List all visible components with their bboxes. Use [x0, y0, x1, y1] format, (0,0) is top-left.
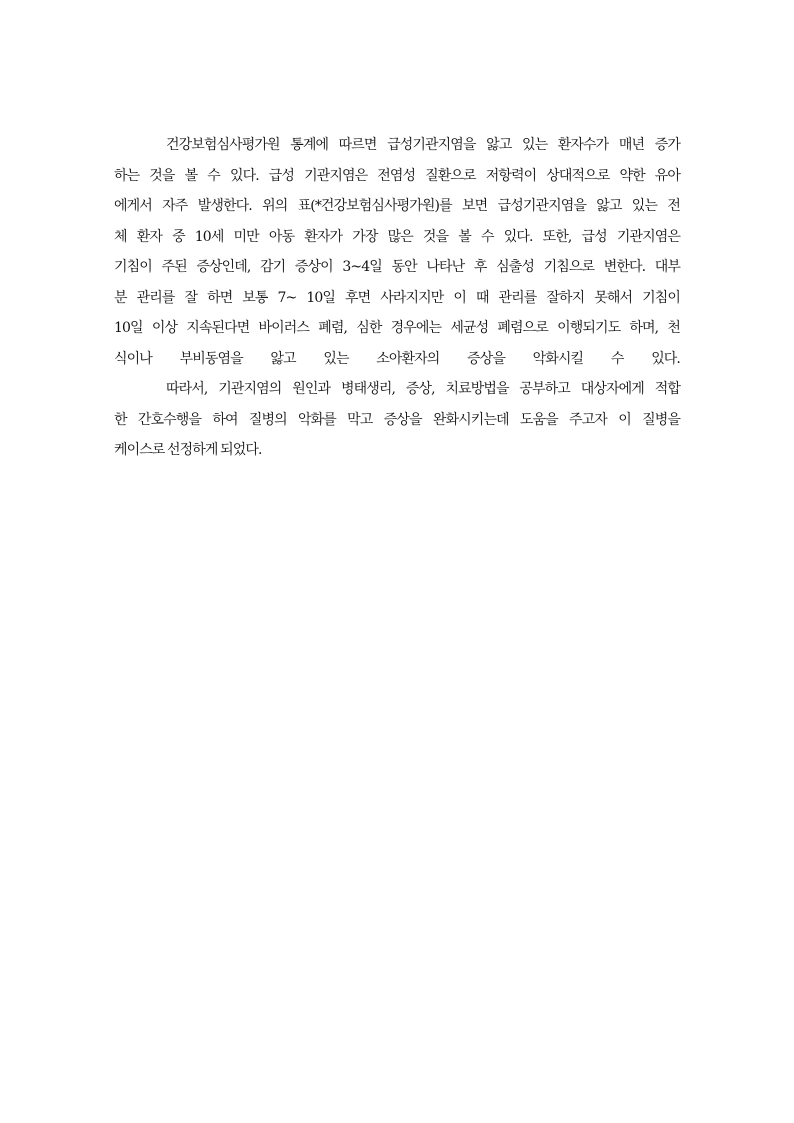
text-line: 체 환자 중 10세 미만 아동 환자가 가장 많은 것을 볼 수 있다. 또한, 급성 기관지염은 [114, 228, 680, 245]
text-line: 분 관리를 잘 하면 보통 7~ 10일 후면 사라지지만 이 때 관리를 잘하지 못해서 기침이 [114, 289, 680, 306]
paragraph-2 [114, 374, 680, 466]
text-line: 에게서 자주 발생한다. 위의 표(*건강보험심사평가원)를 보면 급성기관지염을 앓고 있는 전 [114, 198, 680, 214]
document-body [114, 130, 680, 466]
paragraph-1 [114, 130, 680, 374]
text-line: 기침이 주된 증상인데, 감기 증상이 3~4일 동안 나타난 후 심출성 기침으로 변한다. 대부 [114, 259, 680, 275]
text-line: 따라서, 기관지염의 원인과 병태생리, 증상, 치료방법을 공부하고 대상자에게 적합 [166, 381, 680, 397]
text-line: 한 간호수행을 하여 질병의 악화를 막고 증상을 완화시키는데 도움을 주고자 이 질병을 [114, 411, 680, 428]
text-line: 케이스로 선정하게 되었다. [114, 442, 262, 458]
text-line: 10일 이상 지속된다면 바이러스 폐렴, 심한 경우에는 세균성 폐렴으로 이행되기도 하며, 천 [114, 320, 680, 336]
text-line: 하는 것을 볼 수 있다. 급성 기관지염은 전염성 질환으로 저항력이 상대적으로 약한 유아 [114, 167, 680, 184]
text-line: 건강보험심사평가원 통계에 따르면 급성기관지염을 앓고 있는 환자수가 매년 증가 [166, 137, 680, 153]
text-line: 식이나 부비동염을 앓고 있는 소아환자의 증상을 악화시킬 수 있다. [114, 350, 680, 367]
